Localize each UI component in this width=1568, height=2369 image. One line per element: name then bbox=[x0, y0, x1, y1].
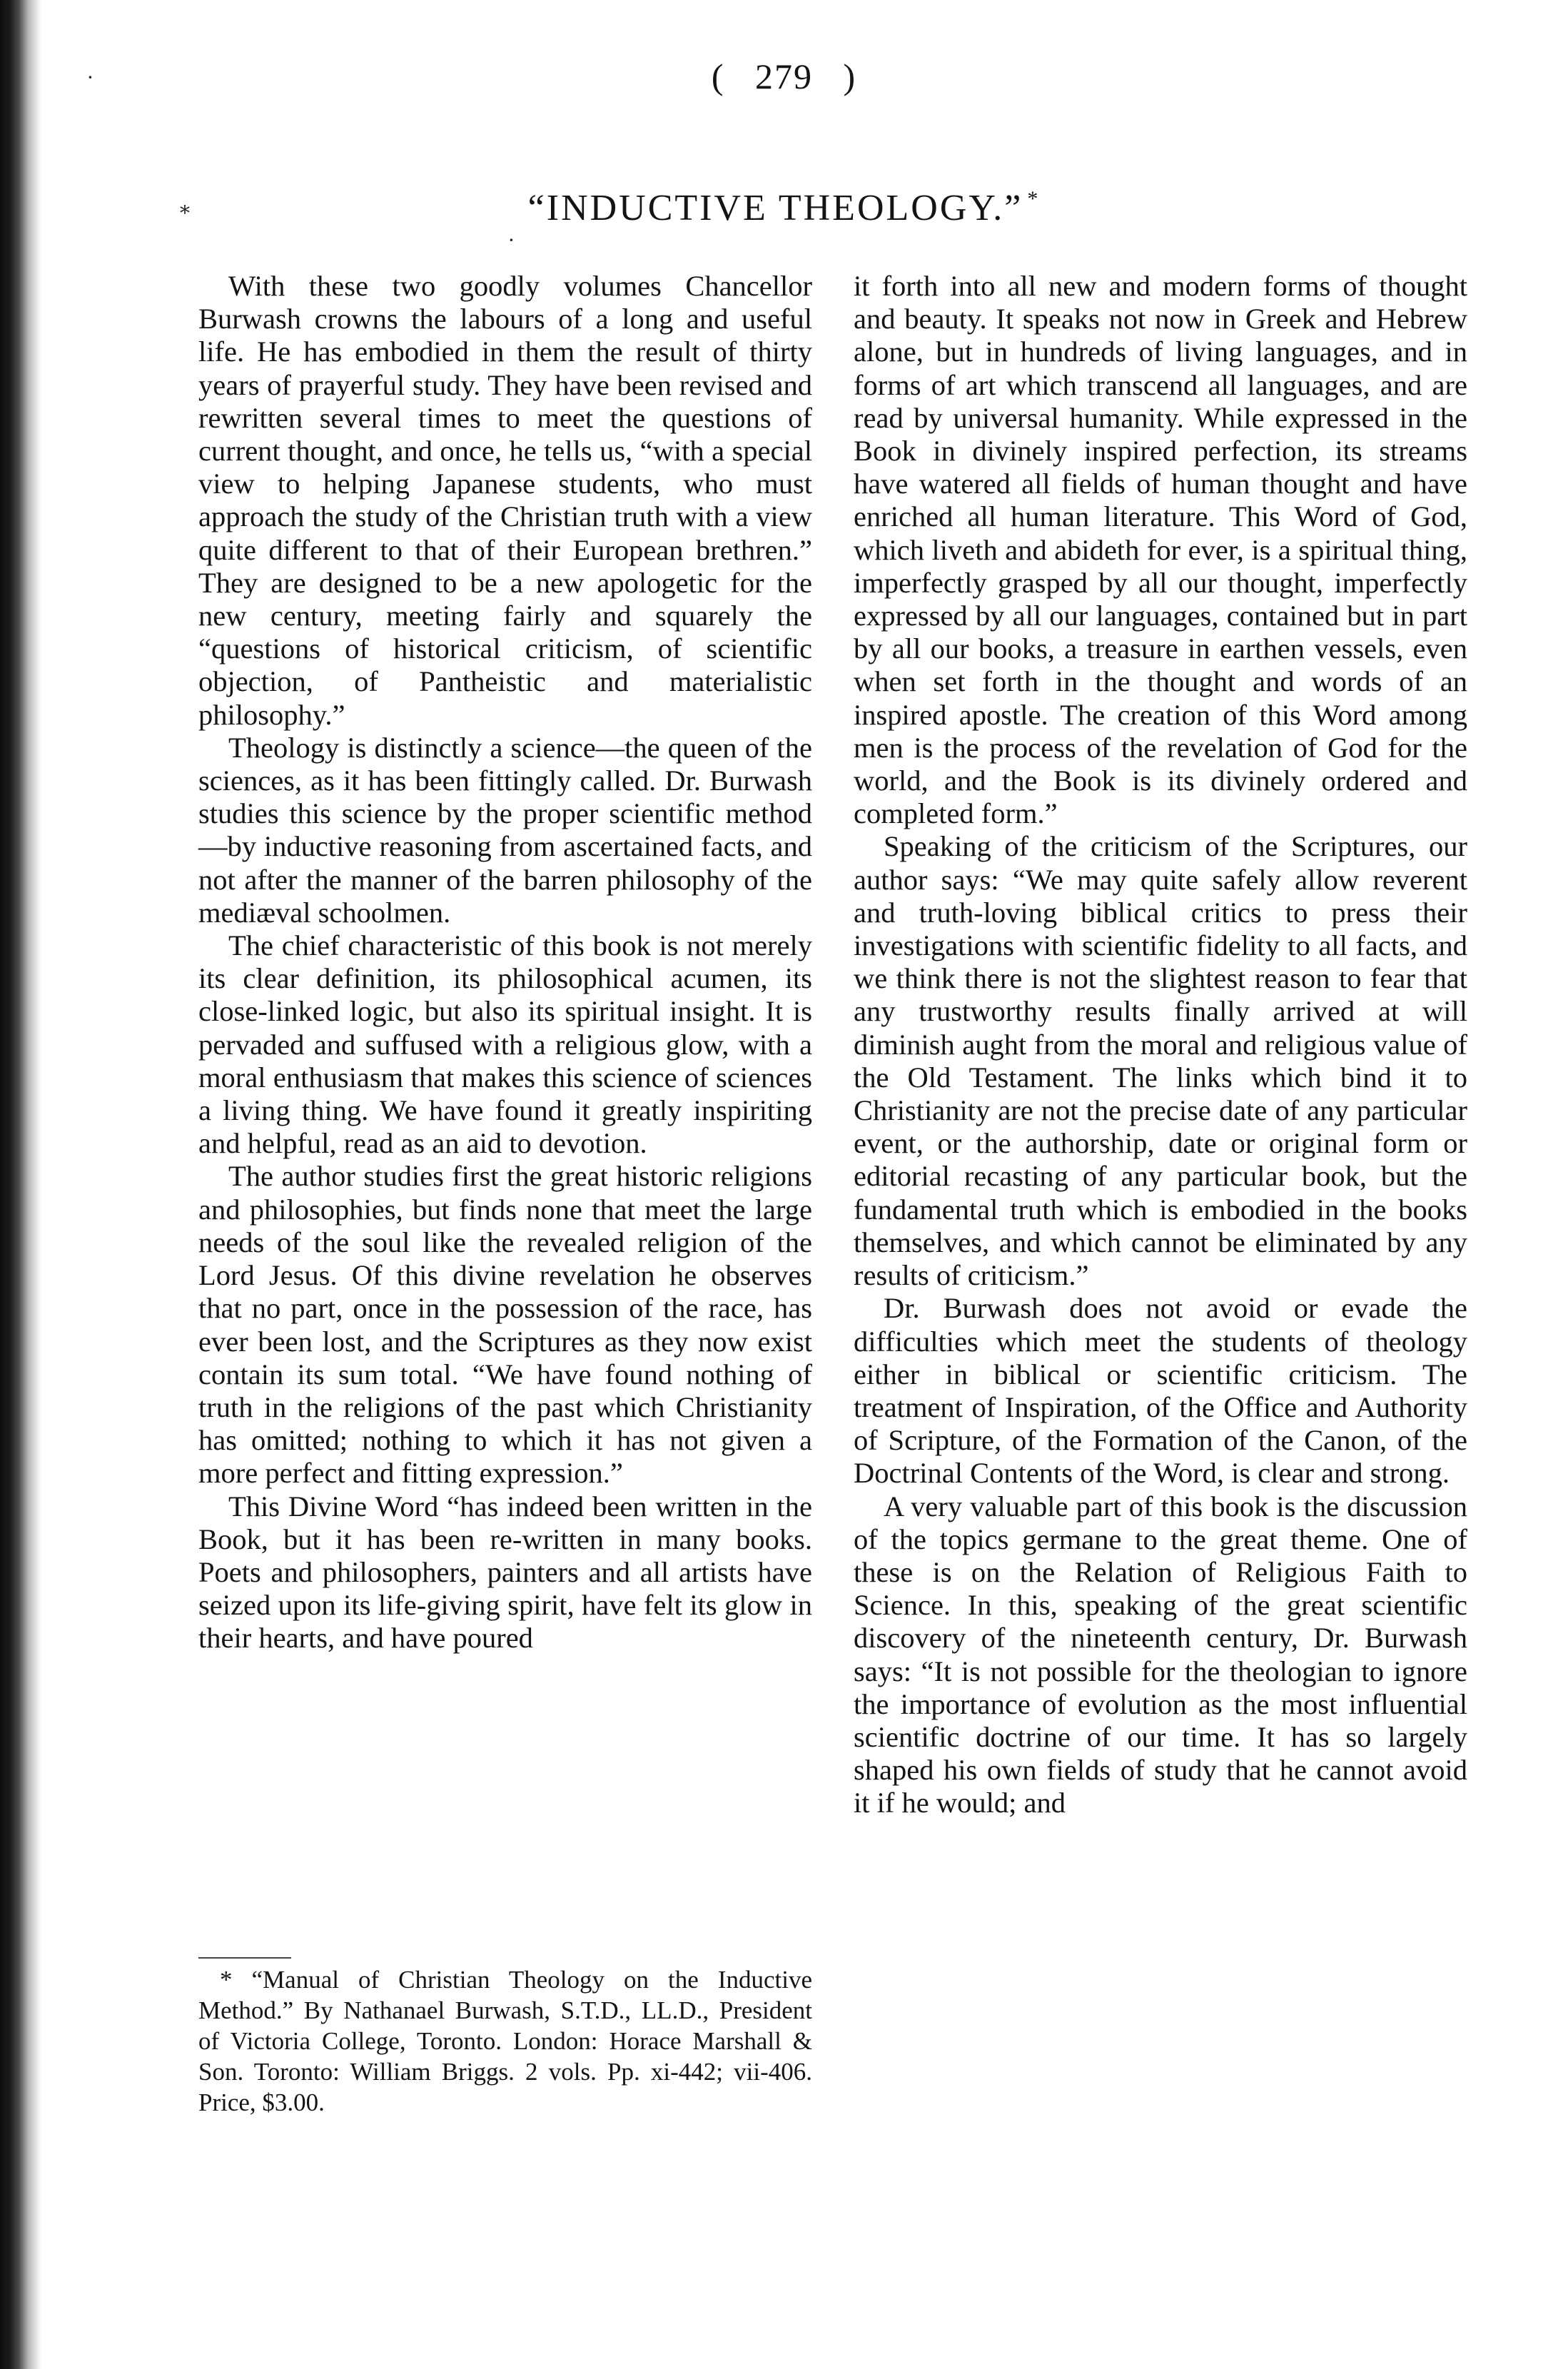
footnote: * “Manual of Christian Theology on the Inductive Method.” By Nathanael Burwash, S.T.D., LL.D., President of Victoria College, Toronto. London: Horace Marshall & Son. Toronto: William Briggs. 2 vols. Pp. xi-442; vii-406. Price, $3.00. bbox=[198, 1966, 812, 2116]
page-binding-edge bbox=[0, 0, 41, 2369]
speck-mark: · bbox=[87, 66, 93, 89]
article-title bbox=[0, 187, 1568, 229]
speck-mark: · bbox=[508, 228, 515, 252]
paragraph: With these two goodly volumes Chancellor Burwash crowns the labours of a long and useful life. He has embodied in them the result of thirty years of prayerful study. They have been revised and rewritten several times to meet the questions of current thought, and once, he tells us, “with a special view to helping Japanese students, who must approach the study of the Christian truth with a view quite different to that of their European brethren.” They are designed to be a new apologetic for the new century, meeting fairly and squarely the “questions of historical criticism, of scientific objection, of Pantheistic and materialistic philosophy.” bbox=[198, 270, 812, 731]
footnote-divider bbox=[198, 1957, 291, 1959]
footnote-marker: * bbox=[1027, 187, 1041, 211]
paragraph: it forth into all new and modern forms of thought and beauty. It speaks not now in Greek and Hebrew alone, but in hundreds of living languages, and in forms of art which transcend all languages, and are read by universal humanity. While expressed in the Book in divinely inspired perfection, its streams have watered all fields of human thought and have enriched all human literature. This Word of God, which liveth and abideth for ever, is a spiritual thing, imperfectly grasped by all our thought, imperfectly expressed by all our languages, contained but in part by all our books, a treasure in earthen vessels, even when set forth in the thought and words of an inspired apostle. The creation of this Word among men is the process of the revelation of God for the world, and the Book is its divinely ordered and completed form.” bbox=[854, 270, 1467, 830]
paragraph: This Divine Word “has indeed been written in the Book, but it has been re-written in many books. Poets and philosophers, painters and all artists have seized upon its life-giving spirit, have felt its glow in their hearts, and have poured bbox=[198, 1490, 812, 1655]
article-title-text: “INDUCTIVE THEOLOGY.” bbox=[527, 188, 1023, 228]
header-paren-close: ) bbox=[843, 56, 857, 96]
paragraph: The chief characteristic of this book is not merely its clear definition, its philosophical acumen, its close-linked logic, but also its spiritual insight. It is pervaded and suffused with a religious glow, with a moral enthusiasm that makes this science of sciences a living thing. We have found it greatly inspiriting and helpful, read as an aid to devotion. bbox=[198, 929, 812, 1160]
page-header bbox=[0, 56, 1568, 97]
asterisk-mark: * bbox=[180, 201, 190, 225]
right-column bbox=[854, 270, 1467, 1820]
paragraph: The author studies first the great historic religions and philosophies, but finds none that meet the large needs of the soul like the revealed religion of the Lord Jesus. Of this divine revelation he observes that no part, once in the possession of the race, has ever been lost, and the Scriptures as they now exist contain its sum total. “We have found nothing of truth in the religions of the past which Christianity has omitted; nothing to which it has not given a more perfect and fitting expression.” bbox=[198, 1160, 812, 1490]
page-number: 279 bbox=[755, 56, 813, 96]
left-column bbox=[198, 270, 812, 1655]
paragraph: Speaking of the criticism of the Scriptures, our author says: “We may quite safely allow reverent and truth-loving biblical critics to press their investigations with scientific fidelity to all facts, and we think there is not the slightest reason to fear that any trustworthy results finally arrived at will diminish aught from the moral and religious value of the Old Testament. The links which bind it to Christianity are not the precise date of any particular event, or the authorship, date or original form or editorial recasting of any particular book, but the fundamental truth which is embodied in the books themselves, and which cannot be eliminated by any results of criticism.” bbox=[854, 830, 1467, 1292]
paragraph: Dr. Burwash does not avoid or evade the difficulties which meet the students of theology either in biblical or scientific criticism. The treatment of Inspiration, of the Office and Authority of Scripture, of the Formation of the Canon, of the Doctrinal Contents of the Word, is clear and strong. bbox=[854, 1292, 1467, 1490]
paragraph: Theology is distinctly a science—the queen of the sciences, as it has been fittingly called. Dr. Burwash studies this science by the proper scientific method—by inductive reasoning from ascertained facts, and not after the manner of the barren philosophy of the mediæval schoolmen. bbox=[198, 731, 812, 929]
paragraph: A very valuable part of this book is the discussion of the topics germane to the great theme. One of these is on the Relation of Religious Faith to Science. In this, speaking of the great scientific discovery of the nineteenth century, Dr. Burwash says: “It is not possible for the theologian to ignore the importance of evolution as the most influential scientific doctrine of our time. It has so largely shaped his own fields of study that he cannot avoid it if he would; and bbox=[854, 1490, 1467, 1819]
header-paren-open: ( bbox=[711, 56, 725, 96]
